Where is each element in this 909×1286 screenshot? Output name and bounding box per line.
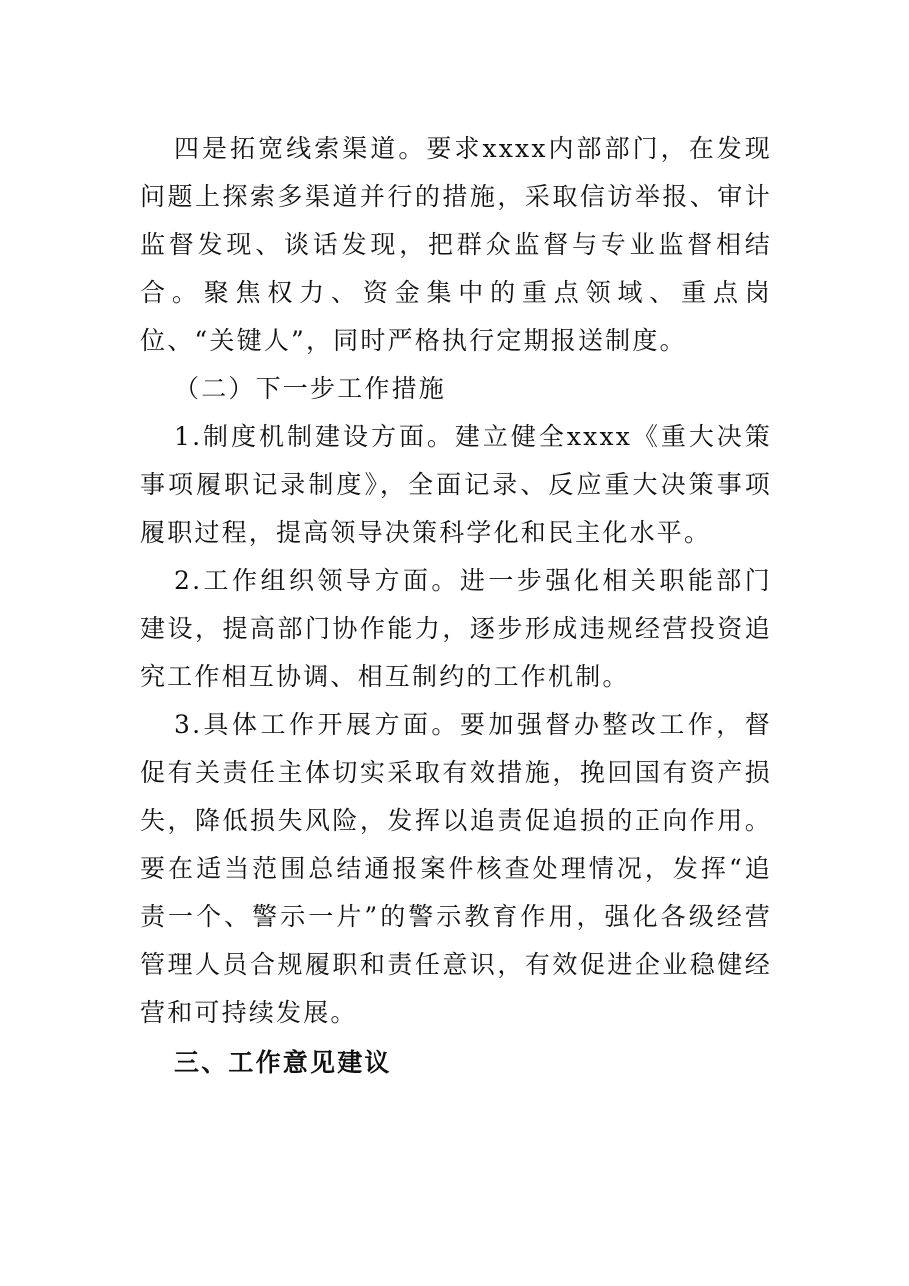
list-item-organization-leadership: 2.工作组织领导方面。进一步强化相关职能部门建设，提高部门协作能力，逐步形成违规经营投资追究工作相互协调、相互制约的工作机制。 — [140, 566, 772, 691]
paragraph-clue-channels: 四是拓宽线索渠道。要求xxxx内部部门，在发现问题上探索多渠道并行的措施，采取信访举报、审计监督发现、谈话发现，把群众监督与专业监督相结合。聚焦权力、资金集中的重点领域、重点岗位、“关键人”，同时严格执行定期报送制度。 — [140, 134, 772, 355]
section-heading-suggestions: 三、工作意见建议 — [174, 1048, 392, 1077]
subheading-next-steps: （二）下一步工作措施 — [174, 374, 447, 403]
document-body — [140, 125, 772, 1087]
list-item-system-mechanism: 1.制度机制建设方面。建立健全xxxx《重大决策事项履职记录制度》，全面记录、反应重大决策事项履职过程，提高领导决策科学化和民主化水平。 — [140, 422, 772, 547]
list-item-specific-work: 3.具体工作开展方面。要加强督办整改工作，督促有关责任主体切实采取有效措施，挽回国有资产损失，降低损失风险，发挥以追责促追损的正向作用。要在适当范围总结通报案件核查处理情况，发挥“追责一个、警示一片”的警示教育作用，强化各级经营管理人员合规履职和责任意识，有效促进企业稳健经营和可持续发展。 — [140, 710, 772, 1027]
